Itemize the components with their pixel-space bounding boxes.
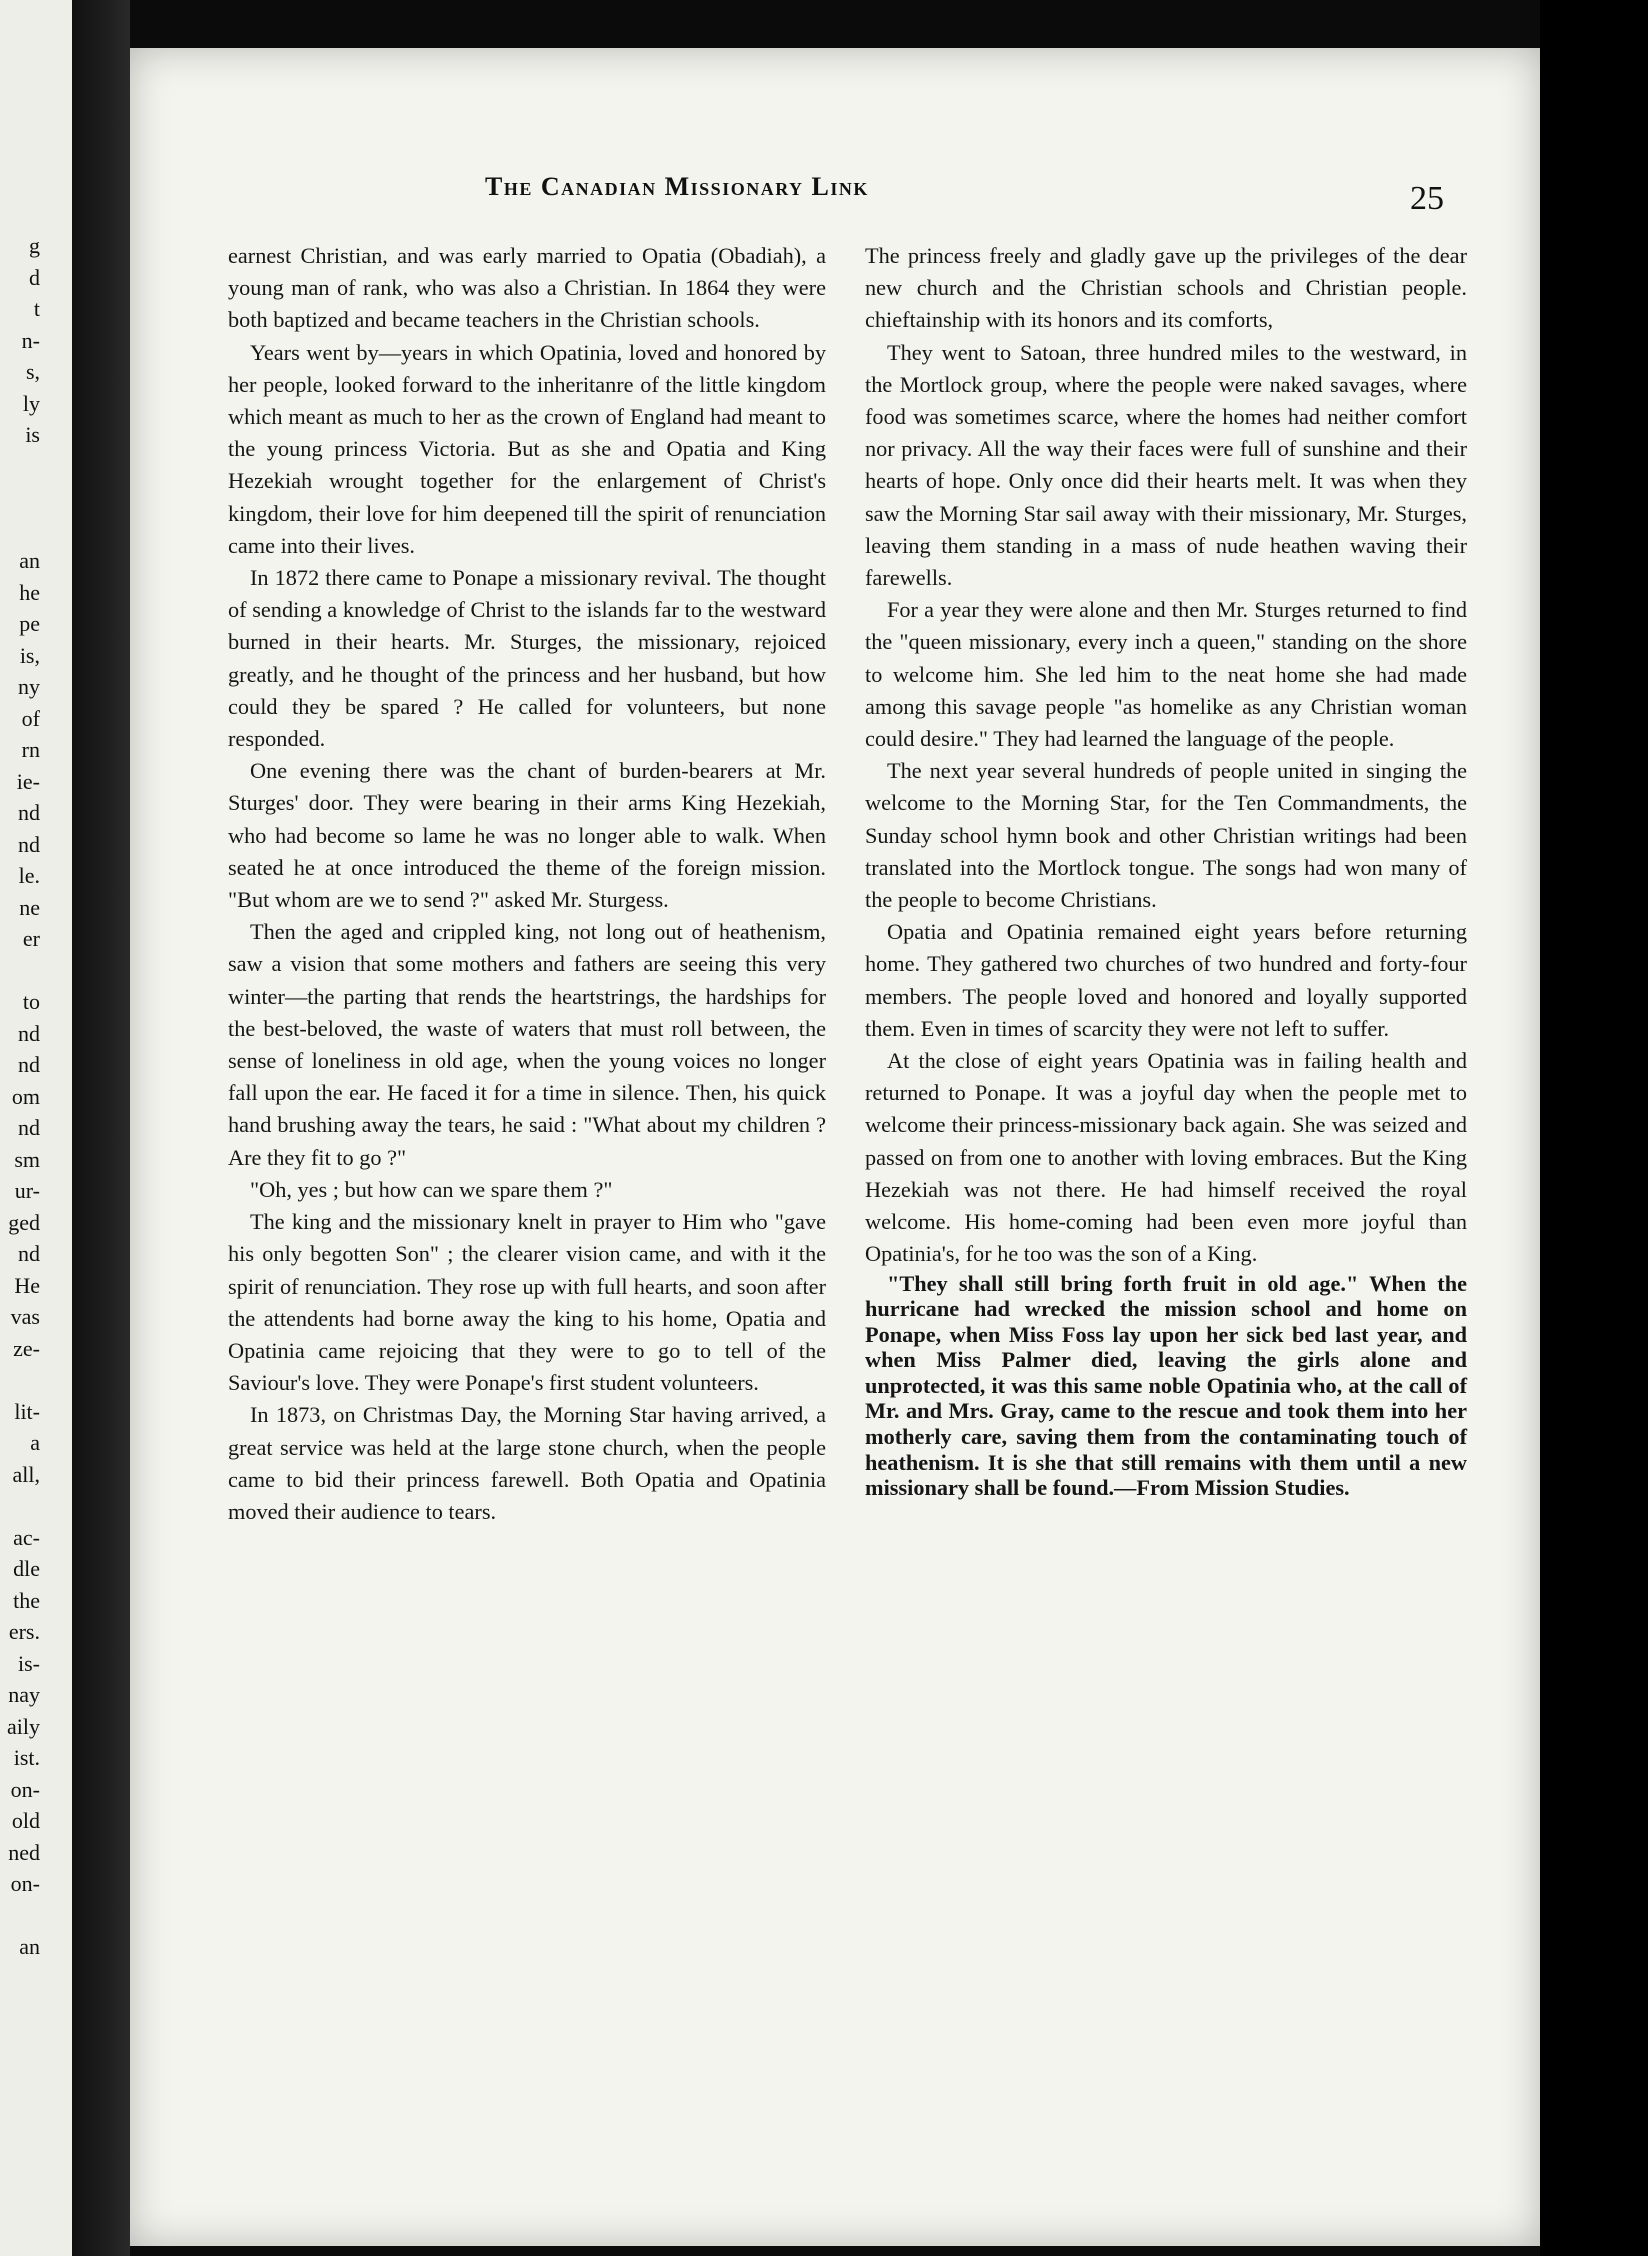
facing-page-fragment: lit- [14, 1398, 40, 1424]
facing-page-fragment: sm [14, 1146, 40, 1172]
facing-page-fragment [0, 1490, 40, 1522]
article-column-left [228, 240, 826, 1528]
facing-page-fragment: vas [10, 1304, 40, 1329]
facing-page-fragment: nay [8, 1682, 40, 1707]
paragraph: Years went by—years in which Opatinia, loved and honored by her people, looked forward to the inheritanre of the little kingdom which meant as much to her as the crown of England had meant to the young princess Victoria. But as she and Opatia and King Hezekiah wrought together for the enlargement of Christ's kingdom, their love for him deepened till the spirit of renunciation came into their lives. [228, 339, 826, 558]
facing-page-fragment: he [19, 579, 40, 605]
paragraph: Then the aged and crippled king, not long out of heathenism, saw a vision that some mothers and fathers are seeing this very winter—the parting that rends the heartstrings, the hardships for the best-beloved, the waste of waters that must roll between, the sense of loneliness in old age, when the young voices no longer fall upon the ear. He faced it for a time in silence. Then, his quick hand brushing away the tears, he said : "What about my children ? Are they fit to go ?" [228, 919, 826, 1170]
facing-page-fragment: om [11, 1083, 40, 1109]
article-column-right [865, 240, 1467, 1501]
paragraph: For a year they were alone and then Mr. Sturges returned to find the "queen missionary, every inch a queen," standing on the shore to welcome him. She led him to the neat home she had made among this savage people "as homelike as any Christian woman could desire." They had learned the language of the people. [865, 597, 1467, 752]
facing-page-fragment: g [29, 233, 40, 258]
facing-page-text-fragments [0, 230, 40, 1963]
facing-page-fragment: nd [18, 1115, 40, 1140]
facing-page-fragment: d [29, 264, 40, 290]
facing-page-fragment: ny [18, 674, 40, 699]
paragraph: They went to Satoan, three hundred miles to the westward, in the Mortlock group, where the people were naked savages, where food was sometimes scarce, where the homes had neither comfort nor privacy. All the way their faces were full of sunshine and their hearts of hope. Only once did their hearts melt. It was when they saw the Morning Star sail away with their missionary, Mr. Sturges, leaving them standing in a mass of nude heathen waving their farewells. [865, 339, 1467, 591]
facing-page-fragment: er [22, 926, 40, 951]
paragraph-closing: "They shall still bring forth fruit in old age." When the hurricane had wrecked the mission school and home on Ponape, when Miss Foss lay upon her sick bed last year, and when Miss Palmer died, leaving the girls alone and unprotected, it was this same noble Opatinia who, at the call of Mr. and Mrs. Gray, came to the rescue and took them into her motherly care, saving them from the contaminating touch of heathenism. It is she that still remains with them until a new missionary shall be found.—From Mission Studies. [865, 1270, 1467, 1501]
paragraph: In 1872 there came to Ponape a missionary revival. The thought of sending a knowledge of Christ to the islands far to the westward burned in their hearts. Mr. Sturges, the missionary, rejoiced greatly, and he thought of the princess and her husband, but how could they be spared ? He called for volunteers, but none responded. [228, 565, 826, 752]
facing-page-fragment: is, [19, 642, 40, 668]
facing-page-fragment: ie- [16, 768, 40, 794]
facing-page-fragment: ned [8, 1839, 40, 1865]
facing-page-fragment: nd [18, 1020, 40, 1046]
paragraph: "Oh, yes ; but how can we spare them ?" [250, 1176, 613, 1202]
paragraph: Opatia and Opatinia remained eight years before returning home. They gathered two churches of two hundred and forty-four members. The people loved and honored and loyally supported them. Even in times of scarcity they were not left to suffer. [865, 919, 1467, 1041]
facing-page-fragment: aily [7, 1713, 40, 1739]
facing-page-fragment: rn [21, 737, 40, 762]
scan-border [1540, 0, 1648, 2256]
facing-page-fragment: ged [8, 1209, 40, 1235]
facing-page-fragment: t [33, 296, 40, 321]
facing-page-fragment [0, 1900, 40, 1932]
facing-page-fragment: He [14, 1272, 40, 1298]
paragraph: The next year several hundreds of people united in singing the welcome to the Morning Star, for the Ten Commandments, the Sunday school hymn book and other Christian writings had been translated into the Mortlock tongue. The songs had won many of the people to become Christians. [865, 758, 1467, 913]
facing-page-fragment: dle [13, 1556, 40, 1581]
facing-page-fragment: an [19, 1934, 40, 1959]
paragraph: earnest Christian, and was early married to Opatia (Obadiah), a young man of rank, who was also a Christian. In 1864 they were both baptized and became teachers in the Christian schools. [228, 243, 826, 333]
facing-page-fragment [0, 955, 40, 987]
book-gutter [72, 0, 130, 2256]
facing-page-fragment: nd [18, 831, 40, 857]
facing-page-fragment: old [11, 1808, 40, 1833]
facing-page-fragment: is- [18, 1650, 40, 1676]
facing-page-fragment [0, 451, 40, 483]
facing-page-fragment: an [19, 548, 40, 573]
running-header: The Canadian Missionary Link [485, 172, 869, 201]
facing-page-fragment: ur- [14, 1178, 40, 1203]
paragraph: At the close of eight years Opatinia was in failing health and returned to Ponape. It was a joyful day when the people met to welcome their princess-missionary back again. She was seized and passed on from one to another with loving embraces. But the King Hezekiah was not there. He had himself received the royal welcome. His home-coming had been even more joyful than Opatinia's, for he too was the son of a King. [865, 1048, 1467, 1267]
facing-page-fragment: of [21, 705, 40, 731]
paragraph: In 1873, on Christmas Day, the Morning Star having arrived, a great service was held at the large stone church, when the people came to bid their princess farewell. Both Opatia and Opatinia moved their audience to tears. [228, 1402, 826, 1524]
facing-page-fragment [0, 514, 40, 546]
facing-page-fragment: nd [18, 800, 40, 825]
facing-page-fragment: ly [22, 390, 40, 416]
page-number: 25 [1410, 180, 1444, 217]
facing-page-fragment: ers. [8, 1619, 40, 1644]
facing-page-fragment: ist. [13, 1745, 40, 1770]
facing-page-fragment: nd [18, 1052, 40, 1077]
facing-page-fragment: on- [10, 1871, 40, 1896]
facing-page-fragment: le. [18, 863, 40, 888]
facing-page-fragment: the [13, 1587, 40, 1613]
facing-page-fragment: ac- [13, 1524, 40, 1550]
facing-page-fragment: pe [19, 611, 40, 636]
facing-page-fragment: nd [18, 1241, 40, 1266]
facing-page-fragment [0, 482, 40, 514]
facing-page-fragment: ne [19, 894, 40, 920]
facing-page-fragment: on- [10, 1776, 40, 1802]
facing-page-fragment: is [25, 422, 40, 447]
facing-page-fragment: all, [12, 1461, 40, 1487]
facing-page-fragment: n- [21, 327, 40, 353]
facing-page-fragment: ze- [13, 1335, 40, 1361]
facing-page-fragment: to [22, 989, 40, 1014]
facing-page-fragment [0, 1364, 40, 1396]
paragraph: One evening there was the chant of burden-bearers at Mr. Sturges' door. They were bearing in their arms King Hezekiah, who had become so lame he was no longer able to walk. When seated he at once introduced the theme of the foreign mission. "But whom are we to send ?" asked Mr. Sturgess. [228, 758, 826, 913]
facing-page-fragment: s, [25, 359, 40, 384]
paragraph: The king and the missionary knelt in prayer to Him who "gave his only begotten Son" ; the clearer vision came, and with it the spirit of renunciation. They rose up with full hearts, and soon after the attendents had borne away the king to his home, Opatia and Opatinia came rejoicing that they were to go to tell of the Saviour's love. They were Ponape's first student volunteers. [228, 1209, 826, 1396]
facing-page-fragment: a [30, 1430, 40, 1455]
paragraph: The princess freely and gladly gave up the privileges of the dear new church and the Christian schools and Christian people. chieftainship with its honors and its comforts, [865, 243, 1467, 333]
